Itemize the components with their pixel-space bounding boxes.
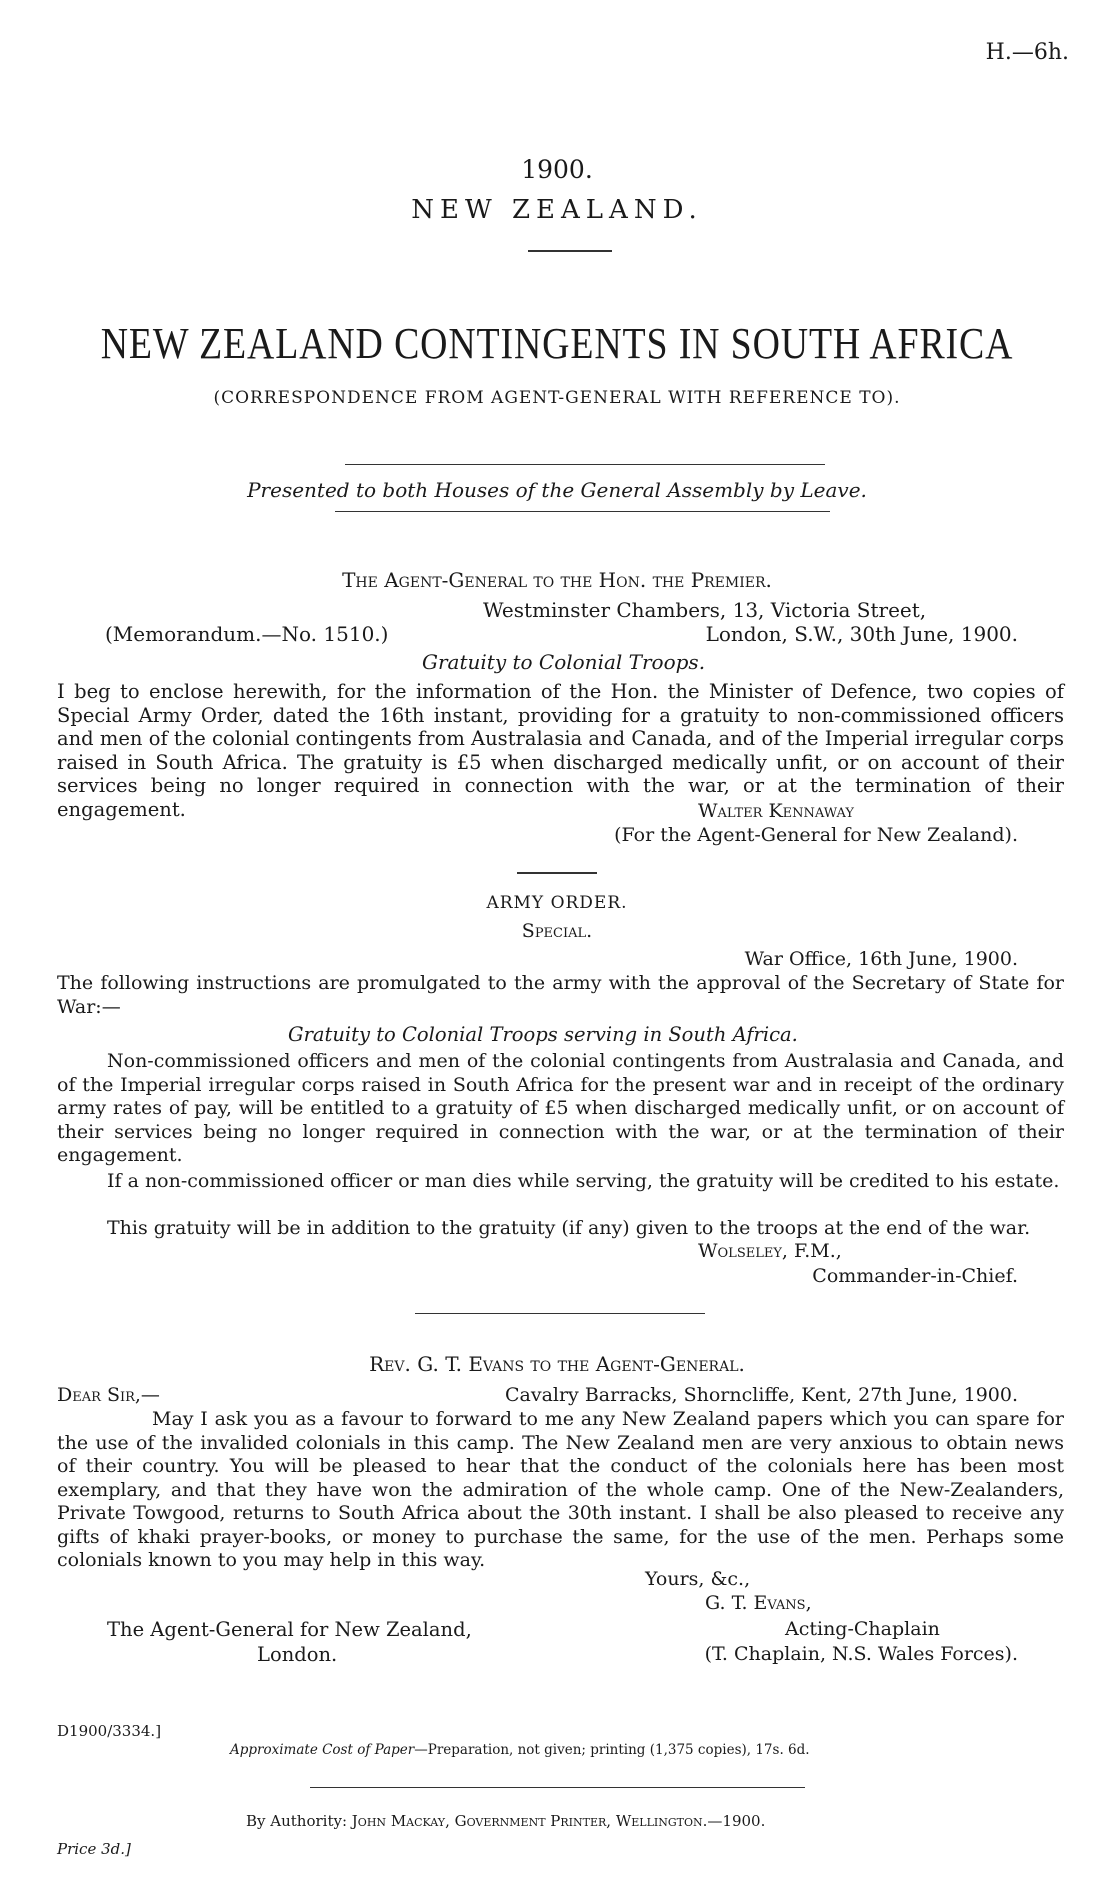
letter2-closing: Yours, &c.,: [645, 1568, 751, 1590]
subtitle: (CORRESPONDENCE FROM AGENT-GENERAL WITH REFERENCE TO).: [213, 388, 901, 408]
cost-line: [230, 1742, 810, 1758]
year: 1900.: [521, 155, 593, 184]
army-order-signature: Wolseley, F.M.,: [698, 1240, 842, 1262]
printer: John Mackay, Government Printer, Wellington.—1900.: [351, 1812, 766, 1830]
authority-label: By Authority:: [246, 1812, 348, 1830]
letter2-body: May I ask you as a favour to forward to me any New Zealand papers which you can spare for the use of the invalided colonials in this camp. The New Zealand men are very anxious to obtain news of their country. You will be pleased to hear that the conduct of the colonials here has been most exemplary, and that they have won the admiration of the whole camp. One of the New-Zealanders, Private Towgood, returns to South Africa about the 30th instant. I shall be also pleased to receive any gifts of khaki prayer-books, or money to purchase the same, for the use of the men. Perhaps some colonials known to you may help in this way.: [57, 1408, 1064, 1571]
footer-divider: [310, 1787, 805, 1788]
presented-rule-bottom: [335, 511, 830, 512]
letter2-salutation: Dear Sir,—: [57, 1384, 160, 1406]
letter1-address-line2: London, S.W., 30th June, 1900.: [705, 622, 1018, 646]
document-reference: H.—6h.: [985, 40, 1069, 65]
army-order-intro: The following instructions are promulgated to the army with the approval of the Secretary of State for War:—: [57, 972, 1064, 1018]
memorandum-number: (Memorandum.—No. 1510.): [105, 622, 389, 646]
army-order-signature-role: Commander-in-Chief.: [812, 1265, 1018, 1287]
letter1-body: I beg to enclose herewith, for the information of the Hon. the Minister of Defence, two copies of Special Army Order, dated the 16th instant, providing for a gratuity to non-commissioned officers and men of the colonial contingents from Australasia and Canada, and of the Imperial irregular corps raised in South Africa. The gratuity is £5 when discharged medically unfit, or on account of their services being no longer required in connection with the war, or at the termination of their engagement.: [57, 680, 1064, 821]
cost-label: Approximate Cost of Paper: [230, 1742, 415, 1758]
army-order-special: Special.: [521, 920, 593, 942]
letter2-recipient-line1: The Agent-General for New Zealand,: [107, 1618, 472, 1641]
army-order-heading: ARMY ORDER.: [486, 893, 628, 913]
letter2-heading: Rev. G. T. Evans to the Agent-General.: [369, 1352, 745, 1376]
title-divider: [528, 250, 612, 252]
letter2-signature-role2: (T. Chaplain, N.S. Wales Forces).: [704, 1643, 1018, 1665]
country-heading: NEW ZEALAND.: [411, 195, 703, 225]
cost-text: —Preparation, not given; printing (1,375 copies), 17s. 6d.: [414, 1742, 810, 1758]
army-order-para2: If a non-commissioned officer or man dies while serving, the gratuity will be credited to his estate.: [107, 1170, 1060, 1192]
army-order-para1: Non-commissioned officers and men of the colonial contingents from Australasia and Canada, and of the Imperial irregular corps raised in South Africa for the present war and in receipt of the ordinary army rates of pay, will be entitled to a gratuity of £5 when discharged medically unfit, or on account of their services being no longer required in connection with the war, or at the termination of their engagement.: [57, 1050, 1064, 1166]
army-order-place-date: War Office, 16th June, 1900.: [744, 948, 1018, 970]
section-divider-2: [415, 1313, 705, 1314]
authority-line: [246, 1812, 765, 1830]
army-order-subject: Gratuity to Colonial Troops serving in South Africa.: [288, 1023, 798, 1046]
letter1-signature: Walter Kennaway: [698, 800, 854, 822]
letter2-signature: G. T. Evans,: [705, 1592, 812, 1614]
letter1-subject: Gratuity to Colonial Troops.: [422, 650, 706, 674]
letter2-recipient-line2: London.: [257, 1643, 338, 1666]
document-id: D1900/3334.]: [57, 1722, 162, 1740]
letter1-address-line1: Westminster Chambers, 13, Victoria Street,: [483, 598, 927, 622]
letter2-signature-role1: Acting-Chaplain: [785, 1618, 940, 1640]
letter1-signature-role: (For the Agent-General for New Zealand).: [614, 824, 1018, 846]
letter1-heading: The Agent-General to the Hon. the Premier.: [342, 568, 772, 592]
presented-rule-top: [345, 464, 825, 465]
price: Price 3d.]: [57, 1840, 131, 1858]
letter2-address: Cavalry Barracks, Shorncliffe, Kent, 27th June, 1900.: [504, 1384, 1018, 1406]
main-title: NEW ZEALAND CONTINGENTS IN SOUTH AFRICA: [100, 319, 1014, 368]
army-order-para3: This gratuity will be in addition to the gratuity (if any) given to the troops at the end of the war.: [107, 1217, 1031, 1239]
presented-line: Presented to both Houses of the General Assembly by Leave.: [247, 478, 867, 502]
section-divider-1: [517, 872, 597, 874]
